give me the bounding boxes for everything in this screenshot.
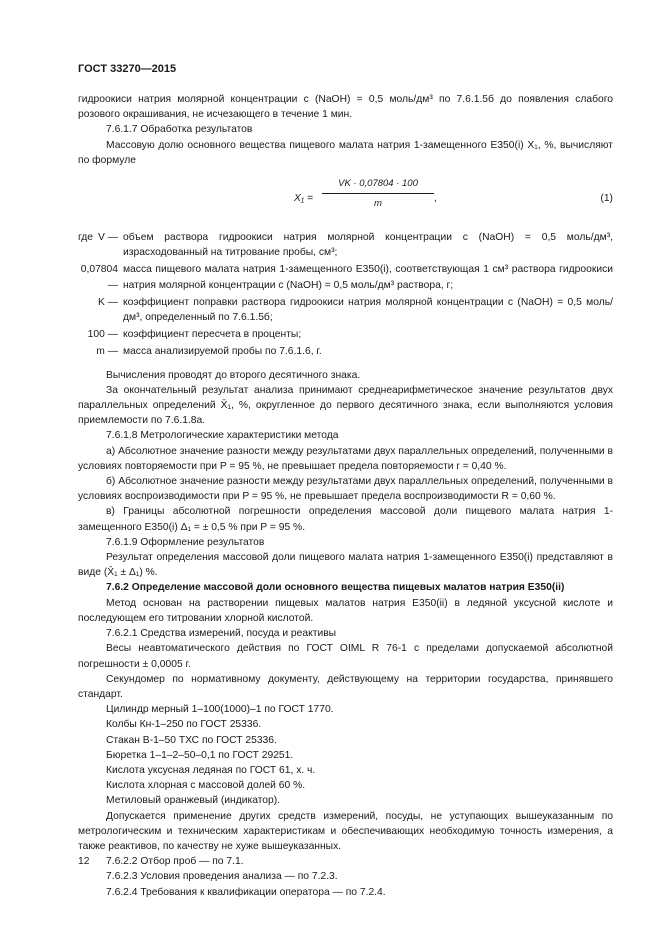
paragraph: а) Абсолютное значение разности между результатами двух параллельных определений, полученными в условиях повторяемости при P = 95 %, не превышает предела повторяемости r = 0,40 %.: [78, 445, 613, 472]
section-7-6-2-title: 7.6.2 Определение массовой доли основного вещества пищевых малатов натрия Е350(ii): [106, 582, 565, 594]
section-7-6-1-7-title: 7.6.1.7 Обработка результатов: [106, 124, 253, 136]
definition-text: коэффициент пересчета в проценты;: [123, 329, 302, 341]
definition-symbol: 100 —: [87, 329, 118, 341]
section-7-6-2-1-title: 7.6.2.1 Средства измерений, посуда и реактивы: [106, 628, 337, 640]
equipment-item: Бюретка 1–1–2–50–0,1 по ГОСТ 29251.: [106, 749, 294, 761]
formula-1: [78, 174, 613, 222]
document-page: [78, 0, 613, 935]
definition-symbol: V —: [97, 232, 118, 244]
paragraph: Вычисления проводят до второго десятичного знака.: [106, 369, 361, 381]
paragraph: Секундомер по нормативному документу, действующему на территории государства, принявшего стандарт.: [78, 673, 613, 700]
reagent-item: Метиловый оранжевый (индикатор).: [106, 795, 281, 807]
formula-fraction: [322, 176, 434, 211]
definition-item: [78, 295, 613, 325]
section-7-6-2-3: 7.6.2.3 Условия проведения анализа — по 7.2.3.: [106, 871, 338, 883]
equipment-item: Цилиндр мерный 1–100(1000)–1 по ГОСТ 1770.: [106, 704, 334, 716]
section-7-6-1-8-title: 7.6.1.8 Метрологические характеристики метода: [106, 430, 339, 442]
paragraph: Допускается применение других средств измерений, посуды, не уступающих вышеуказанным по метрологическим и техническим характеристикам и обеспечивающих необходимую точность измерения, а также реактивов, по качеству не хуже вышеуказанных.: [78, 810, 613, 852]
section-7-6-1-9-title: 7.6.1.9 Оформление результатов: [106, 536, 265, 548]
equipment-item: Стакан В-1–50 ТХС по ГОСТ 25336.: [106, 734, 277, 746]
definition-text: коэффициент поправки раствора гидроокиси натрия молярной концентрации c (NaOH) = 0,5 моль/дм³, определенный по 7.6.1.5б;: [123, 296, 613, 324]
formula-tail: ,: [434, 193, 437, 205]
document-header: ГОСТ 33270—2015: [78, 63, 177, 75]
definition-text: масса пищевого малата натрия 1-замещенного Е350(i), соответствующая 1 см³ раствора гидроокиси натрия молярной концентрации c (NaOH) = 0,5 моль/дм³ раствора, г;: [123, 264, 613, 291]
definition-symbol: K —: [97, 296, 118, 308]
reagent-item: Кислота хлорная с массовой долей 60 %.: [106, 780, 306, 792]
definition-symbol: m —: [96, 346, 118, 358]
definition-item: [78, 262, 613, 292]
paragraph: За окончательный результат анализа принимают среднеарифметическое значение результатов двух параллельных определений X̄₁, %, округленное до первого десятичного знака, если выполняются условия приемлемости по 7.6.1.8а.: [78, 384, 613, 427]
definition-symbol: 0,07804 —: [80, 264, 118, 291]
document-body: [78, 92, 613, 900]
section-7-6-2-text: Метод основан на растворении пищевых малатов натрия Е350(ii) в ледяной уксусной кислоте и последующем его титровании хлорной кислотой.: [78, 597, 613, 624]
reagent-item: Кислота уксусная ледяная по ГОСТ 61, х. ч.: [106, 764, 316, 776]
paragraph: Результат определения массовой доли пищевого малата натрия 1-замещенного Е350(i) представляют в виде (X̄₁ ± Δ₁) %.: [78, 552, 613, 579]
section-7-6-2-2: 7.6.2.2 Отбор проб — по 7.1.: [106, 856, 244, 868]
formula-denominator: m: [374, 198, 382, 210]
paragraph: б) Абсолютное значение разности между результатами двух параллельных определений, полученными в условиях воспроизводимости при P = 95 %, не превышает предела воспроизводимости R = 0,60 %.: [78, 476, 613, 503]
paragraph: в) Границы абсолютной погрешности определения массовой доли пищевого малата натрия 1-замещенного Е350(i) Δ₁ = ± 0,5 % при P = 95 %.: [78, 506, 613, 533]
formula-number: (1): [600, 193, 613, 205]
definition-where: где: [78, 232, 94, 244]
definition-text: объем раствора гидроокиси натрия молярной концентрации c (NaOH) = 0,5 моль/дм³, израсходованный на титрование пробы, см³;: [123, 232, 613, 259]
definition-text: масса анализируемой пробы по 7.6.1.6, г.: [123, 346, 322, 358]
formula-definitions: [78, 230, 613, 360]
section-7-6-1-7-text: Массовую долю основного вещества пищевого малата натрия 1-замещенного Е350(i) X₁, %, вычисляют по формуле: [78, 139, 613, 166]
definition-item: [78, 344, 613, 359]
definition-item: [78, 230, 613, 260]
equipment-item: Колбы Кн-1–250 по ГОСТ 25336.: [106, 719, 262, 731]
formula-lhs: X₁ =: [294, 193, 313, 205]
intro-paragraph: гидроокиси натрия молярной концентрации c (NaOH) = 0,5 моль/дм³ по 7.6.1.5б до появления слабого розового окрашивания, не исчезающего в течение 1 мин.: [78, 94, 613, 121]
section-7-6-2-4: 7.6.2.4 Требования к квалификации оператора — по 7.2.4.: [106, 886, 386, 898]
paragraph: Весы неавтоматического действия по ГОСТ OIML R 76-1 с пределами допускаемой абсолютной погрешности ± 0,0005 г.: [78, 643, 613, 670]
page-number: 12: [78, 856, 90, 867]
definition-item: [78, 327, 613, 342]
formula-numerator: VK · 0,07804 · 100: [322, 176, 434, 194]
